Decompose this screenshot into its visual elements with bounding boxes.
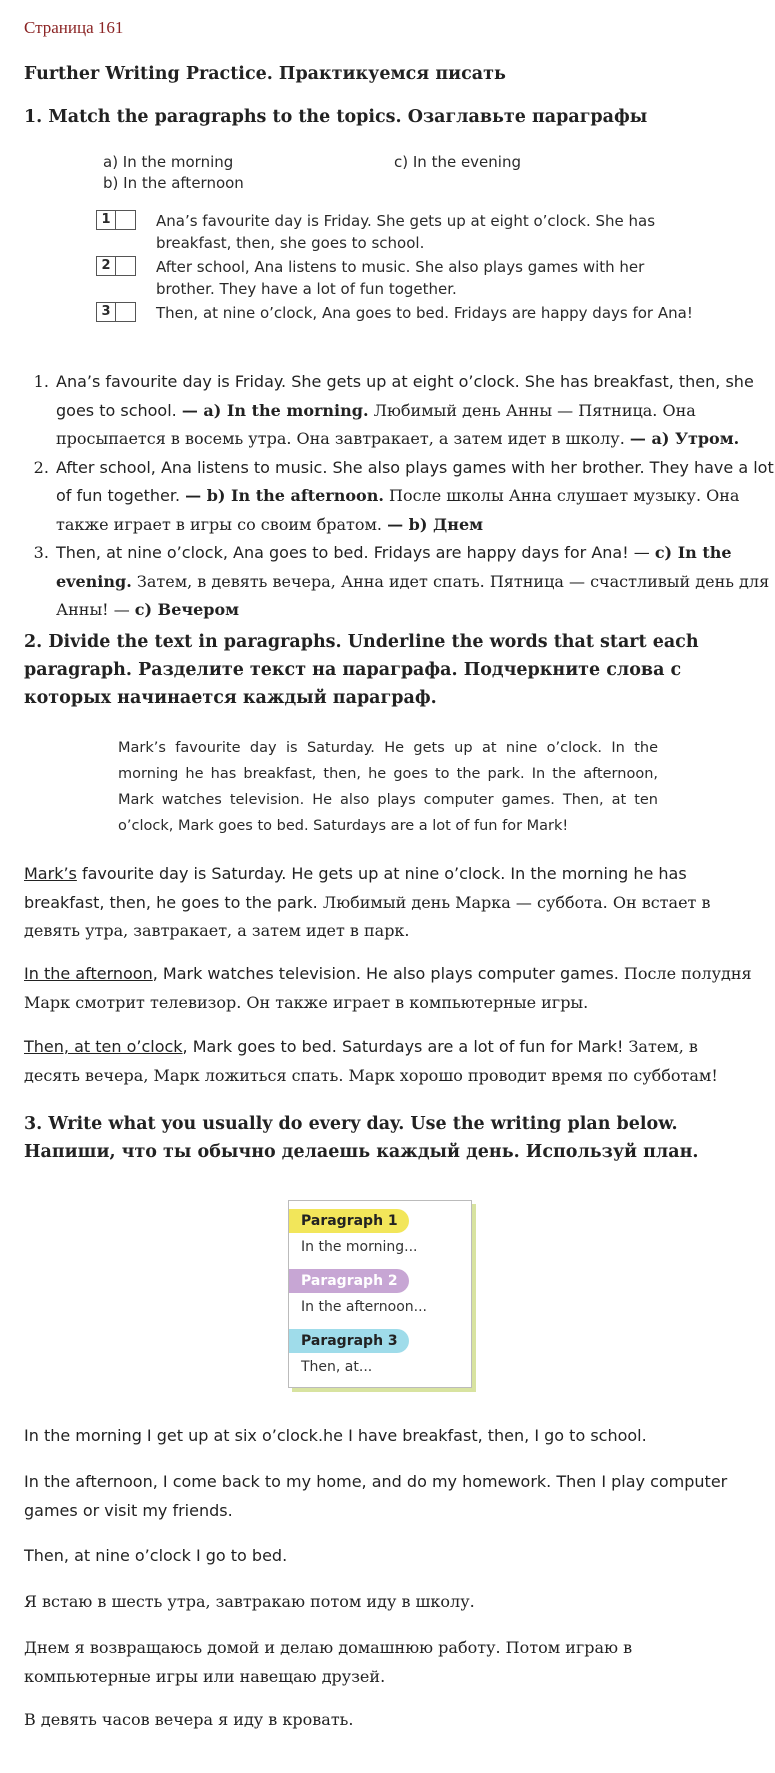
list-item: 1. Ana’s favourite day is Friday. She gets up at eight o’clock. She has breakfast, then, she goes to school. — a) In the morning. Любимый день Анны — Пятница. Она просыпается в восемь утра. Она завтракает, а затем идет в школу. — а) Утром. <box>54 368 775 454</box>
task3-answer-ru: В девять часов вечера я иду в кровать. <box>24 1710 354 1729</box>
plan-paragraph-3-prompt: Then, at... <box>301 1359 373 1375</box>
plan-paragraph-2-tag: Paragraph 2 <box>289 1269 409 1293</box>
task3-answer-en: In the morning I get up at six o’clock.he I have breakfast, then, I go to school. <box>24 1426 647 1445</box>
plan-paragraph-1-tag: Paragraph 1 <box>289 1209 409 1233</box>
task3-answer-en: In the afternoon, I come back to my home, and do my homework. Then I play computer games or visit my friends. <box>24 1472 728 1520</box>
task2-paragraph: Mark’s favourite day is Saturday. He gets up at nine o’clock. In the morning he has breakfast, then, he goes to the park. Любимый день Марка — суббота. Он встает в девять утра, завтракает, а затем идет в парк. <box>24 864 711 940</box>
page-number: Страница 161 <box>24 18 124 37</box>
option-b: b) In the afternoon <box>103 174 244 192</box>
section-title: Further Writing Practice. Практикуемся писать <box>24 64 506 84</box>
textbook-exercise-1-image <box>96 146 696 336</box>
task2-heading: 2. Divide the text in paragraphs. Underline the words that start each paragraph. Разделите текст на параграфа. Подчеркните слова с которых начинается каждый параграф. <box>24 632 699 708</box>
option-a: a) In the morning <box>103 153 234 171</box>
answer-box: 2 <box>96 256 136 276</box>
plan-paragraph-2-prompt: In the afternoon... <box>301 1299 427 1315</box>
list-item: 3. Then, at nine o’clock, Ana goes to bed. Fridays are happy days for Ana! — c) In the evening. Затем, в девять вечера, Анна идет спать. Пятница — счастливый день для Анны! — с) Вечером <box>54 539 775 625</box>
task2-paragraph: Then, at ten o’clock, Mark goes to bed. Saturdays are a lot of fun for Mark! Затем, в десять вечера, Марк ложиться спать. Марк хорошо проводит время по субботам! <box>24 1037 718 1085</box>
textbook-exercise-2-image: Mark’s favourite day is Saturday. He gets up at nine o’clock. In the morning he has breakfast, then, he goes to the park. In the afternoon, Mark watches television. He also plays computer games. Then, at ten o’clock, Mark goes to bed. Saturdays are a lot of fun for Mark! <box>118 740 658 834</box>
task3-answer-ru: Днем я возвращаюсь домой и делаю домашнюю работу. Потом играю в компьютерные игры или навещаю друзей. <box>24 1638 633 1686</box>
task1-answer-list <box>24 368 775 625</box>
textbook-item-text: After school, Ana listens to music. She also plays games with her brother. They have a lot of fun together. <box>156 258 645 298</box>
task3-heading: 3. Write what you usually do every day. Use the writing plan below. Напиши, что ты обычно делаешь каждый день. Используй план. <box>24 1114 699 1162</box>
plan-paragraph-1-prompt: In the morning... <box>301 1239 418 1255</box>
task3-answer-ru: Я встаю в шесть утра, завтракаю потом иду в школу. <box>24 1592 475 1611</box>
list-item: 2. After school, Ana listens to music. She also plays games with her brother. They have a lot of fun together. — b) In the afternoon. После школы Анна слушает музыку. Она также играет в игры со своим братом. — b) Днем <box>54 454 775 540</box>
textbook-item-text: Then, at nine o’clock, Ana goes to bed. Fridays are happy days for Ana! <box>156 304 693 322</box>
textbook-item-text: Ana’s favourite day is Friday. She gets up at eight o’clock. She has breakfast, then, she goes to school. <box>156 212 656 252</box>
answer-box: 3 <box>96 302 136 322</box>
answer-box: 1 <box>96 210 136 230</box>
task2-paragraph: In the afternoon, Mark watches television. He also plays computer games. После полудня Марк смотрит телевизор. Он также играет в компьютерные игры. <box>24 964 752 1012</box>
option-c: c) In the evening <box>394 153 521 171</box>
task1-heading: 1. Match the paragraphs to the topics. Озаглавьте параграфы <box>24 107 648 127</box>
task3-answer-en: Then, at nine o’clock I go to bed. <box>24 1546 288 1565</box>
writing-plan-card <box>288 1200 472 1388</box>
plan-paragraph-3-tag: Paragraph 3 <box>289 1329 409 1353</box>
